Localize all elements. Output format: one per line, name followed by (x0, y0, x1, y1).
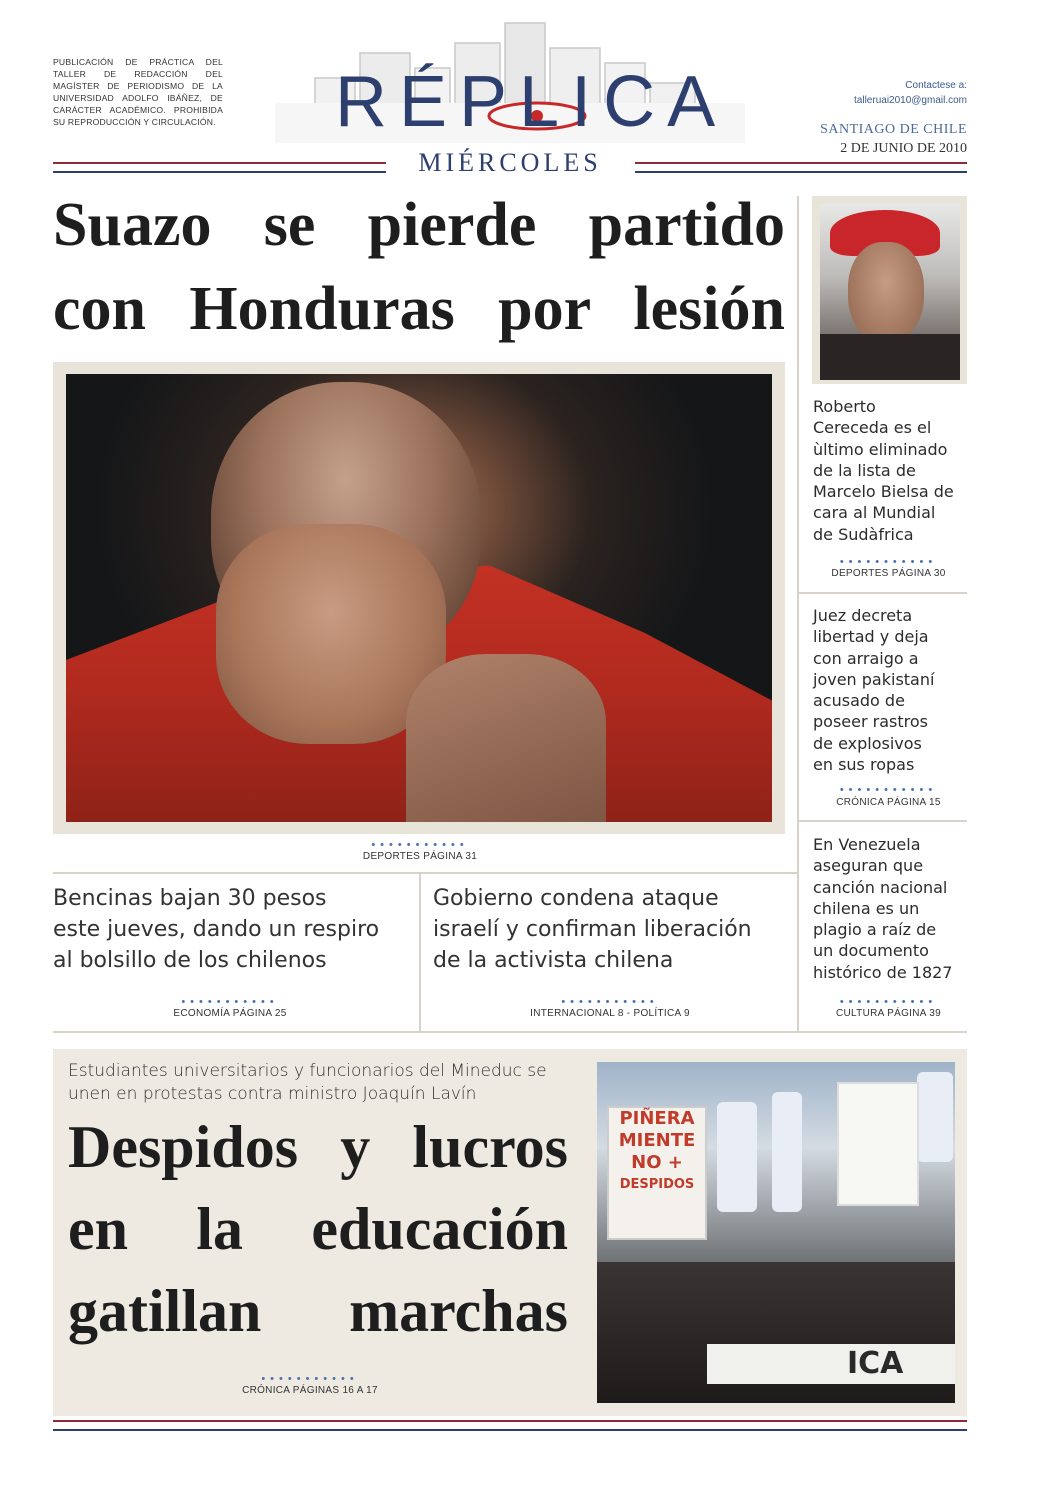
story-line: de la lista de (813, 460, 916, 480)
section-dots: ••••••••••• (181, 996, 279, 1008)
section-dots: ••••••••••• (371, 839, 469, 851)
story-line: Gobierno condena ataque (433, 886, 719, 911)
masthead-logo (275, 18, 745, 178)
protest-photo[interactable] (597, 1062, 955, 1403)
column-divider (419, 874, 421, 1032)
story-israel[interactable] (433, 883, 793, 976)
logo-title: RÉPLICA (335, 62, 728, 142)
sidebar-story-venezuela[interactable] (813, 834, 968, 983)
story-line: Bencinas bajan 30 pesos (53, 886, 327, 911)
protest-sign: PIÑERA MIENTE NO + DESPIDOS (607, 1106, 707, 1240)
story-line: ùltimo eliminado (813, 439, 948, 459)
bottom-subhead: Estudiantes universitarios y funcionarios del Mineduc se unen en protestas contra ministro Joaquín Lavín (68, 1061, 547, 1104)
lead-section-link[interactable]: DEPORTES PÁGINA 31 (362, 851, 478, 862)
story-line: en sus ropas (813, 755, 915, 775)
bottom-section-link[interactable]: CRÓNICA PÁGINAS 16 A 17 (242, 1385, 378, 1396)
masthead-rule-left (53, 162, 386, 173)
story-line: israelí y confirman liberación (433, 917, 752, 942)
story-line: al bolsillo de los chilenos (53, 948, 327, 973)
story-line: Juez decreta (813, 606, 913, 625)
story-line: Marcelo Bielsa de (813, 482, 954, 502)
issue-date: 2 DE JUNIO DE 2010 (840, 141, 967, 156)
footer-rule (53, 1420, 967, 1431)
section-dots: ••••••••••• (561, 996, 659, 1008)
divider (799, 592, 967, 594)
lead-headline-line: Suazo se pierde partido (53, 191, 785, 259)
story-line: histórico de 1827 (813, 962, 953, 982)
publication-disclaimer: PUBLICACIÓN DE PRÁCTICA DEL TALLER DE REDACCIÓN DEL MAGÍSTER DE PERIODISMO DE LA UNIVERSIDAD ADOLFO IBÁÑEZ, DE CARÁCTER ACADÉMICO. PROHIBIDA SU REPRODUCCIÓN Y CIRCULACIÓN. (53, 57, 223, 127)
divider (799, 820, 967, 822)
sidebar-story-cereceda[interactable] (813, 396, 968, 545)
sidebar-photo[interactable] (820, 204, 960, 380)
sidebar-section-link[interactable]: DEPORTES PÁGINA 30 (831, 568, 946, 579)
story-line: Cereceda es el (813, 418, 932, 438)
lead-headline-line: con Honduras por lesión (53, 275, 785, 343)
sidebar-story-judge[interactable] (813, 605, 968, 775)
story-line: joven pakistaní (813, 669, 935, 689)
section-dots: ••••••••••• (839, 556, 938, 568)
bottom-headline-line: gatillan marchas (68, 1278, 568, 1344)
story-fuel[interactable] (53, 883, 413, 976)
story-line: chilena es un (813, 898, 920, 918)
story-line: acusado de (813, 691, 905, 711)
protest-sign-caricature (837, 1082, 919, 1206)
story-line: de la activista chilena (433, 948, 674, 973)
city: SANTIAGO DE CHILE (820, 122, 967, 137)
lead-photo[interactable] (66, 374, 772, 822)
contact-label: Contactese a: (905, 80, 967, 91)
story-line: de explosivos (813, 733, 922, 753)
story-line: plagio a raíz de (813, 920, 937, 940)
divider (53, 872, 797, 874)
story-line: cara al Mundial (813, 503, 936, 523)
section-dots: ••••••••••• (839, 996, 938, 1008)
sidebar-photo-frame (812, 196, 967, 384)
story-line: Roberto (813, 397, 876, 416)
story-fuel-section[interactable]: ECONOMÍA PÁGINA 25 (173, 1008, 287, 1019)
story-line: En Venezuela (813, 835, 921, 854)
divider (53, 1031, 967, 1033)
contact-email[interactable]: talleruai2010@gmail.com (854, 95, 967, 106)
story-israel-section[interactable]: INTERNACIONAL 8 - POLÍTICA 9 (530, 1008, 690, 1019)
bottom-headline-line: en la educación (68, 1196, 568, 1262)
story-line: canción nacional (813, 877, 948, 897)
lead-headline[interactable] (53, 183, 785, 351)
lead-photo-frame (53, 362, 785, 834)
story-line: de Sudàfrica (813, 524, 914, 544)
story-line: libertad y deja (813, 627, 929, 647)
section-dots: ••••••••••• (261, 1373, 359, 1385)
story-line: este jueves, dando un respiro (53, 917, 380, 942)
story-line: poseer rastros (813, 712, 928, 732)
bottom-headline-line: Despidos y lucros (68, 1114, 568, 1180)
story-line: un documento (813, 941, 929, 961)
masthead-rule-right (635, 162, 967, 173)
sidebar-section-link[interactable]: CRÓNICA PÁGINA 15 (836, 797, 941, 808)
section-dots: ••••••••••• (839, 784, 938, 796)
bottom-headline[interactable] (68, 1106, 568, 1352)
story-line: aseguran que (813, 856, 924, 876)
column-divider (797, 196, 799, 1032)
sidebar-section-link[interactable]: CULTURA PÁGINA 39 (836, 1008, 941, 1019)
story-line: con arraigo a (813, 648, 919, 668)
weekday: MIÉRCOLES (390, 148, 630, 178)
protest-banner: ICA (707, 1344, 955, 1384)
